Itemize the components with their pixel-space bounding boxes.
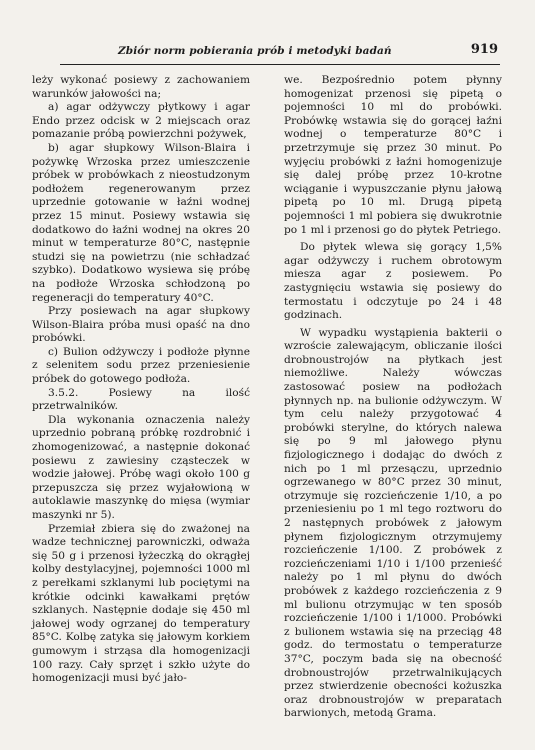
paragraph: W wypadku wystąpienia bakterii o wzroście zalewającym, obliczanie ilości drobnoustrojów na płytkach jest niemożliwe. Należy wówczas zastosować posiew na podłożach płynnych np. na bulionie odżywczym. W tym celu należy przygotować 4 probówki sterylne, do których nalewa się po 9 ml jałowego płynu fizjologicznego i dodając do dwóch z nich po 1 ml przesączu, uprzednio ogrzewanego w 80°C przez 30 minut, otrzymuje się rozcieńczenie 1/10, a po przeniesieniu po 1 ml tego roztworu do 2 następnych probówek z jałowym płynem fizjologicznym otrzymujemy rozcieńczenie 1/100. Z probówek z rozcieńczeniami 1/10 i 1/100 przenieść należy po 1 ml płynu do dwóch probówek z każdego rozcieńczenia z 9 ml bulionu otrzymując w ten sposób rozcieńczenie 1/100 i 1/1000. Probówki z bulionem wstawia się na przeciąg 48 godz. do termostatu o temperaturze 37°C, poczym bada się na obecność drobnoustrojów przetrwalnikujących przez stwierdzenie obecności kożuszka oraz drobnoustrojów w preparatach barwionych, metodą Grama. <box>284 326 502 720</box>
right-column <box>284 74 502 721</box>
paragraph: Do płytek wlewa się gorący 1,5% agar odżywczy i ruchem obrotowym miesza agar z posiewem. Po zastygnięciu wstawia się posiewy do termostatu i odczytuje po 24 i 48 godzinach. <box>284 241 502 322</box>
left-column <box>32 74 250 686</box>
running-header <box>60 38 500 65</box>
paragraph: Dla wykonania oznaczenia należy uprzednio pobraną próbkę rozdrobnić i zhomogenizować, a następnie dokonać posiewu z zawiesiny cząsteczek w wodzie jałowej. Próbę wagi około 100 g przepuszcza się przez wyjałowioną w autoklawie maszynkę do mięsa (wymiar maszynki nr 5). <box>32 413 250 521</box>
paragraph: Przy posiewach na agar słupkowy Wilson-Blaira próba musi opaść na dno probówki. <box>32 305 250 345</box>
paragraph: c) Bulion odżywczy i podłoże płynne z selenitem sodu przez przeniesienie próbek do gotowego podłoża. <box>32 345 250 386</box>
paragraph: we. Bezpośrednio potem płynny homogenizat przenosi się pipetą o pojemności 10 ml do probówki. Probówkę wstawia się do gorącej łaźni wodnej o temperaturze 80°C i przetrzymuje się przez 30 minut. Po wyjęciu probówki z łaźni homogenizuje się dalej próbę przez 10-krotne wciąganie i wypuszczanie płynu jałową pipetą po 10 ml. Drugą pipetą pojemności 1 ml pobiera się dwukrotnie po 1 ml i przenosi go do płytek Petriego. <box>284 74 502 236</box>
header-title: Zbiór norm pobierania prób i metodyki badań <box>118 45 392 57</box>
paragraph: b) agar słupkowy Wilson-Blaira i pożywkę Wrzoska przez umieszczenie próbek w probówkach z nieostudzonym podłożem regenerowanym przez uprzednie gotowanie w łaźni wodnej przez 15 minut. Posiewy wstawia się dodatkowo do łaźni wodnej na okres 20 minut w temperaturze 80°C, następnie studzi się na powietrzu (nie schładzać szybko). Dodatkowo wysiewa się próbę na podłoże Wrzoska schłodzoną po regeneracji do temperatury 40°C. <box>32 141 250 304</box>
section-heading: 3.5.2. Posiewy na ilość przetrwalników. <box>32 386 250 413</box>
page-number: 919 <box>470 42 498 57</box>
paragraph: a) agar odżywczy płytkowy i agar Endo przez odcisk w 2 miejscach oraz pomazanie próbą powierzchni pożywek, <box>32 101 250 141</box>
paragraph: leży wykonać posiewy z zachowaniem warunków jałowości na; <box>32 74 250 100</box>
paragraph: Przemiał zbiera się do zważonej na wadze technicznej parowniczki, odważa się 50 g i przenosi łyżeczką do okrągłej kolby destylacyjnej, pojemności 1000 ml z perełkami szklanymi lub pociętymi na krótkie odcinki kawałkami prętów szklanych. Następnie dodaje się 450 ml jałowej wody ogrzanej do temperatury 85°C. Kolbę zatyka się jałowym korkiem gumowym i strząsa dla homogenizacji 100 razy. Cały sprzęt i szkło użyte do homogenizacji musi być jało- <box>32 522 250 685</box>
